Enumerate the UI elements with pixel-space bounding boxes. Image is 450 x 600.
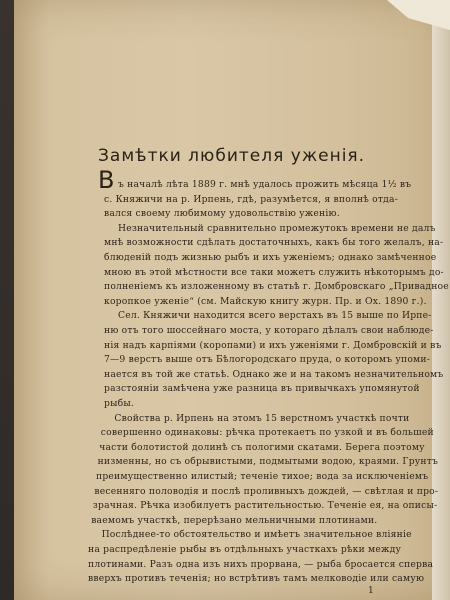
text-line: Незначительный сравнительно промежутокъ времени не далъ (118, 222, 436, 234)
text-line: ню отъ того шоссейнаго моста, у котораго дѣлалъ свои наблюде- (104, 325, 434, 336)
text-line: весенняго половодія и послѣ проливныхъ дождей, — свѣтлая и про- (94, 485, 439, 497)
text-line: блюденій подъ жизнью рыбъ и ихъ уженіемъ; однако замѣченное (104, 252, 437, 263)
text-line: Свойства р. Ирпень на этомъ 15 верстномъ участкѣ почти (114, 412, 410, 424)
text-line: вверхъ противъ теченія; но встрѣтивъ тамъ мелководіе или самую (88, 573, 425, 585)
text-line: вался своему любимому удовольствію уженію. (104, 208, 340, 220)
text-line: 7—9 верстъ выше отъ Бѣлогородскаго пруда, о которомъ упоми- (104, 354, 431, 366)
text-line: ваемомъ участкѣ, перерѣзано мельничными плотинами. (91, 514, 378, 526)
text-line: Сел. Княжичи находится всего верстахъ въ 15 выше по Ирпе- (118, 310, 432, 322)
text-line: совершенно одинаковы: рѣчка протекаетъ по узкой и въ большей (100, 427, 434, 439)
text-line: части болотистой долинѣ съ пологими скатами. Берега поэтому (99, 441, 425, 453)
page-number: 1 (368, 586, 374, 596)
text-line: нія надъ карпіями (коропами) и ихъ уженіями г. Домбровскій и въ (104, 339, 442, 351)
text-line: мнѣ возможности сдѣлать достаточныхъ, какъ бы того желалъ, на- (104, 237, 444, 249)
text-line: полненіемъ къ изложенному въ статьѣ г. Домбровскаго „Приваднoе (104, 281, 449, 293)
text-line: корoпкое уженіе“ (см. Майскую книгу журн. Пр. и Ох. 1890 г.). (104, 295, 427, 307)
text-line: мною въ этой мѣстности все таки можетъ служить нѣкоторымъ до- (104, 266, 444, 278)
text-line: зрачная. Рѣчка изобилуетъ растительностью. Теченіе ея, на описы- (92, 500, 438, 512)
drop-cap: В (98, 166, 115, 194)
text-line: низменны, но съ обрывистыми, подмытыми водою, краями. Грунтъ (97, 456, 439, 468)
text-line: рыбы. (104, 398, 134, 409)
text-line: преимущественно илистый; теченіе тихое; вода за исключеніемъ (96, 471, 429, 482)
text-line: Послѣднее-то обстоятельство и имѣетъ значительное вліяніе (101, 529, 412, 541)
text-line: на распредѣленіе рыбы въ отдѣльныхъ участкахъ рѣки между (88, 544, 402, 555)
text-line: с. Княжичи на р. Ирпень, гдѣ, разумѣется, я вполнѣ отда- (104, 193, 399, 205)
text-line: плотинами. Разъ одна изъ нихъ прорвана, — рыба бросается сперва (88, 558, 434, 570)
article-title: Замѣтки любителя уженія. (98, 146, 366, 166)
text-line: нается въ той же статьѣ. Однако же и на такомъ незначительномъ (104, 368, 444, 380)
text-line: разстояніи замѣчена уже разница въ привычкахъ упомянутой (104, 383, 420, 395)
text-line: ъ началѣ лѣта 1889 г. мнѣ удалось прожить мѣсяца 1½ въ (118, 179, 412, 190)
